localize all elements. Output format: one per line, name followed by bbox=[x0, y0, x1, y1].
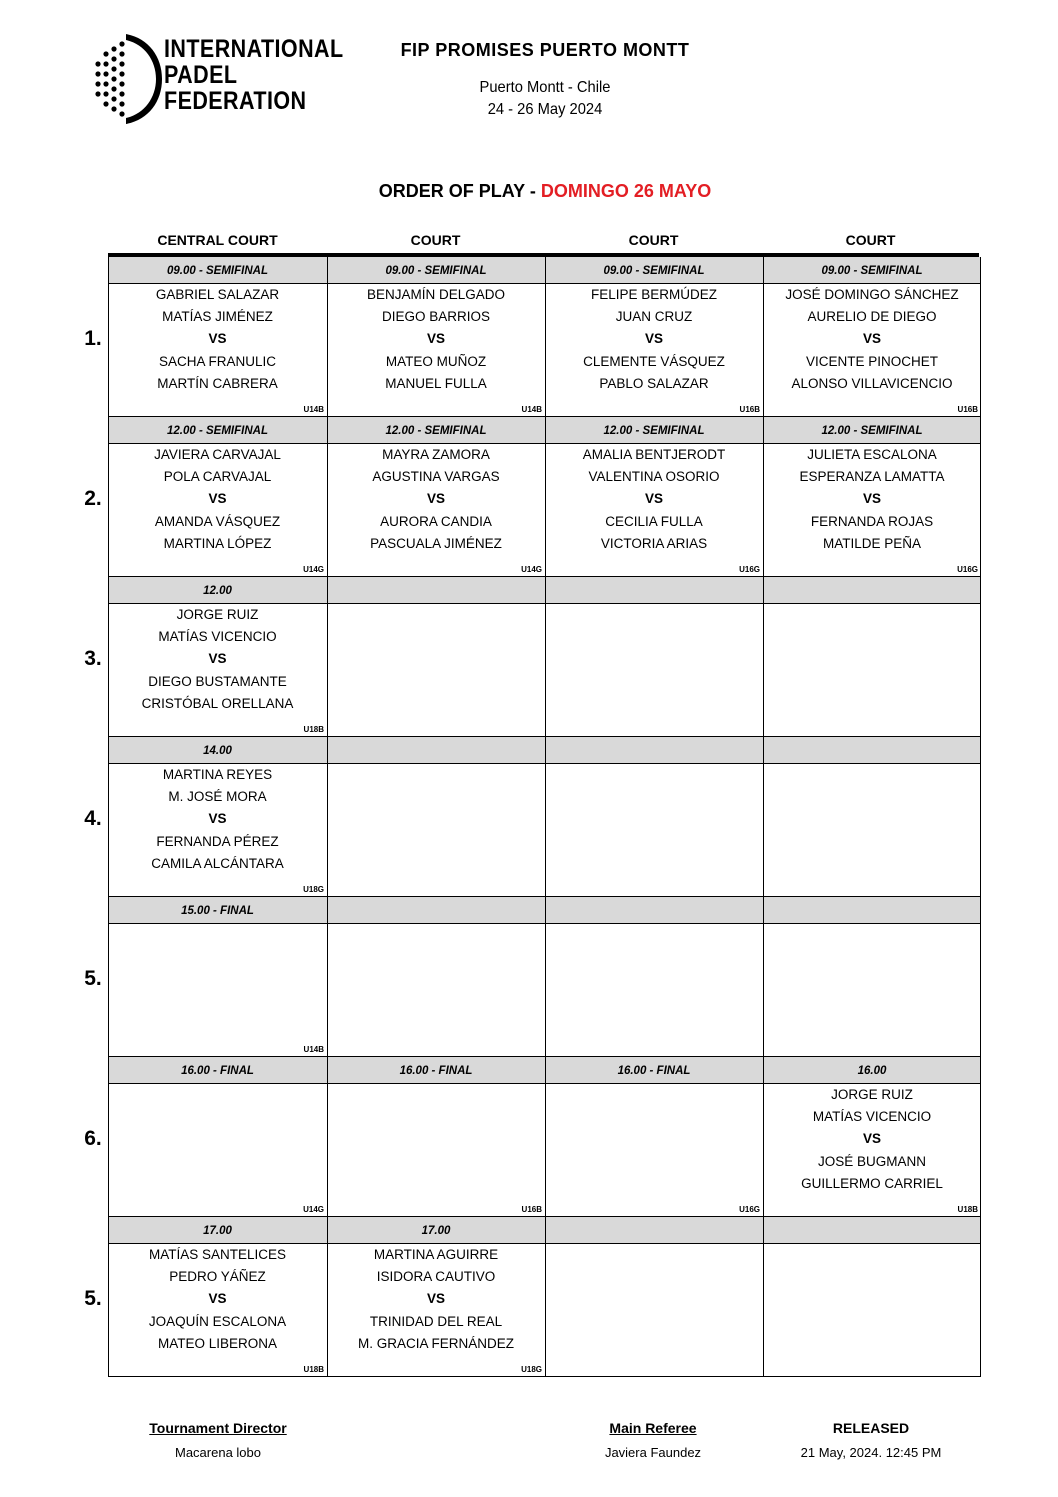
match-time bbox=[546, 1217, 762, 1244]
player-name: FERNANDA ROJAS bbox=[810, 513, 934, 529]
round-number: 4. bbox=[84, 807, 102, 830]
match-cell bbox=[545, 737, 762, 896]
match-cell bbox=[327, 1057, 544, 1216]
schedule-round bbox=[109, 896, 980, 1056]
tournament-director bbox=[118, 1420, 318, 1460]
player-name: TRINIDAD DEL REAL bbox=[369, 1313, 503, 1329]
oop-prefix: ORDER OF PLAY - bbox=[378, 181, 536, 201]
director-label: Tournament Director bbox=[149, 1420, 287, 1436]
player-name: AGUSTINA VARGAS bbox=[372, 469, 500, 485]
player-name: VALENTINA OSORIO bbox=[588, 469, 720, 485]
category-badge: U14G bbox=[303, 1205, 324, 1214]
player-name: CECILIA FULLA bbox=[605, 513, 703, 529]
player-name: DIEGO BUSTAMANTE bbox=[148, 673, 287, 689]
category-badge: U18B bbox=[303, 725, 324, 734]
logo-line: PADEL bbox=[164, 61, 238, 89]
player-name: M. GRACIA FERNÁNDEZ bbox=[357, 1335, 514, 1351]
match-cell bbox=[545, 897, 762, 1056]
match-players bbox=[328, 284, 544, 395]
player-name: GUILLERMO CARRIEL bbox=[801, 1175, 943, 1191]
match-players bbox=[546, 444, 762, 555]
match-cell bbox=[545, 1057, 762, 1216]
versus-label: VS bbox=[208, 811, 227, 827]
match-time: 09.00 - SEMIFINAL bbox=[385, 265, 487, 277]
oop-day: DOMINGO 26 MAYO bbox=[540, 181, 712, 201]
player-name: MARTINA LÓPEZ bbox=[163, 535, 272, 551]
category-badge: U16G bbox=[957, 565, 978, 574]
match-players bbox=[546, 284, 762, 395]
match-cell bbox=[109, 1057, 326, 1216]
player-name: JORGE RUIZ bbox=[176, 607, 259, 622]
category-badge: U16B bbox=[739, 405, 760, 414]
category-badge: U16B bbox=[521, 1205, 542, 1214]
match-time bbox=[546, 577, 762, 604]
match-players bbox=[328, 1244, 544, 1355]
player-name: PEDRO YÁÑEZ bbox=[169, 1269, 266, 1285]
match-time: 17.00 bbox=[421, 1225, 451, 1237]
round-number: 5. bbox=[84, 1287, 102, 1310]
category-badge: U16B bbox=[957, 405, 978, 414]
schedule-round bbox=[109, 257, 980, 416]
order-of-play-heading bbox=[240, 181, 850, 202]
match-players bbox=[109, 764, 326, 875]
match-cell bbox=[109, 897, 326, 1056]
match-cell bbox=[327, 1217, 544, 1376]
category-badge: U18G bbox=[303, 885, 324, 894]
tournament-dates: 24 - 26 May 2024 bbox=[487, 101, 603, 118]
referee-label: Main Referee bbox=[609, 1420, 697, 1436]
player-name: PASCUALA JIMÉNEZ bbox=[370, 535, 502, 551]
match-time: 12.00 - SEMIFINAL bbox=[821, 425, 923, 437]
match-time: 17.00 bbox=[203, 1225, 232, 1237]
category-badge: U16G bbox=[739, 565, 760, 574]
player-name: MANUEL FULLA bbox=[385, 375, 487, 391]
match-time bbox=[764, 737, 980, 764]
player-name: JOAQUÍN ESCALONA bbox=[148, 1313, 287, 1329]
versus-label: VS bbox=[862, 491, 881, 507]
versus-label: VS bbox=[644, 491, 663, 507]
player-name: CRISTÓBAL ORELLANA bbox=[141, 695, 294, 711]
court-header: COURT bbox=[845, 232, 896, 248]
player-name: BENJAMÍN DELGADO bbox=[366, 287, 506, 302]
player-name: AMALIA BENTJERODT bbox=[582, 447, 726, 462]
match-cell bbox=[109, 737, 326, 896]
match-time: 16.00 - FINAL bbox=[617, 1065, 691, 1077]
match-cell bbox=[327, 897, 544, 1056]
round-number: 5. bbox=[84, 967, 102, 990]
category-badge: U14B bbox=[521, 405, 542, 414]
match-time bbox=[546, 897, 762, 924]
category-badge: U18B bbox=[957, 1205, 978, 1214]
tournament-location: Puerto Montt - Chile bbox=[479, 79, 611, 96]
player-name: POLA CARVAJAL bbox=[163, 469, 272, 485]
court-header: COURT bbox=[628, 232, 679, 248]
match-cell bbox=[763, 737, 980, 896]
player-name: MATEO MUÑOZ bbox=[385, 353, 487, 369]
match-time: 09.00 - SEMIFINAL bbox=[167, 265, 268, 277]
match-players bbox=[764, 444, 980, 555]
match-cell bbox=[545, 417, 762, 576]
player-name: AMANDA VÁSQUEZ bbox=[154, 513, 281, 529]
match-time: 14.00 bbox=[203, 745, 232, 757]
match-players bbox=[109, 1244, 326, 1355]
schedule-round bbox=[109, 416, 980, 576]
player-name: FELIPE BERMÚDEZ bbox=[590, 287, 718, 302]
match-players bbox=[109, 284, 326, 395]
match-time: 15.00 - FINAL bbox=[181, 905, 254, 917]
match-players bbox=[109, 604, 326, 715]
category-badge: U18B bbox=[303, 1365, 324, 1374]
match-cell bbox=[545, 577, 762, 736]
match-time bbox=[764, 577, 980, 604]
category-badge: U14G bbox=[521, 565, 542, 574]
player-name: ISIDORA CAUTIVO bbox=[376, 1269, 496, 1285]
category-badge: U14G bbox=[303, 565, 324, 574]
versus-label: VS bbox=[644, 331, 663, 347]
player-name: MATÍAS JIMÉNEZ bbox=[162, 309, 273, 325]
match-cell bbox=[763, 257, 980, 416]
player-name: AURORA CANDIA bbox=[380, 513, 492, 529]
match-time: 12.00 bbox=[203, 585, 232, 597]
match-players bbox=[109, 444, 326, 555]
versus-label: VS bbox=[208, 1291, 227, 1307]
schedule-round bbox=[109, 1056, 980, 1216]
match-time: 16.00 - FINAL bbox=[399, 1065, 473, 1077]
match-time: 16.00 bbox=[857, 1065, 887, 1077]
player-name: JUAN CRUZ bbox=[615, 309, 693, 325]
versus-label: VS bbox=[862, 1131, 881, 1147]
player-name: MARTÍN CABRERA bbox=[157, 375, 278, 391]
versus-label: VS bbox=[208, 651, 227, 667]
released-label: RELEASED bbox=[832, 1420, 910, 1436]
player-name: FERNANDA PÉREZ bbox=[156, 833, 279, 849]
player-name: JULIETA ESCALONA bbox=[807, 447, 937, 462]
match-time bbox=[764, 1217, 980, 1244]
match-time: 16.00 - FINAL bbox=[181, 1065, 254, 1077]
schedule-grid bbox=[108, 257, 981, 1377]
released bbox=[771, 1420, 971, 1460]
player-name: CAMILA ALCÁNTARA bbox=[151, 855, 284, 871]
round-number: 2. bbox=[84, 487, 102, 510]
match-time bbox=[328, 737, 544, 764]
match-cell bbox=[327, 257, 544, 416]
match-time: 09.00 - SEMIFINAL bbox=[821, 265, 923, 277]
match-cell bbox=[763, 1057, 980, 1216]
player-name: MATÍAS SANTELICES bbox=[148, 1247, 287, 1262]
player-name: M. JOSÉ MORA bbox=[168, 789, 267, 805]
match-cell bbox=[545, 257, 762, 416]
player-name: DIEGO BARRIOS bbox=[381, 309, 491, 325]
padel-ball-icon bbox=[86, 32, 162, 126]
player-name: MATILDE PEÑA bbox=[822, 535, 922, 551]
match-time bbox=[328, 897, 544, 924]
logo-line: FEDERATION bbox=[164, 87, 307, 115]
match-cell bbox=[327, 737, 544, 896]
match-time: 09.00 - SEMIFINAL bbox=[603, 265, 705, 277]
court-header: COURT bbox=[410, 232, 461, 248]
match-time bbox=[546, 737, 762, 764]
tournament-title: FIP PROMISES PUERTO MONTT bbox=[400, 40, 690, 60]
match-cell bbox=[763, 417, 980, 576]
versus-label: VS bbox=[862, 331, 881, 347]
round-number: 3. bbox=[84, 647, 102, 670]
player-name: GABRIEL SALAZAR bbox=[155, 287, 280, 302]
match-cell bbox=[763, 897, 980, 1056]
match-time bbox=[764, 897, 980, 924]
round-number: 1. bbox=[84, 327, 102, 350]
player-name: VICENTE PINOCHET bbox=[805, 353, 938, 369]
match-time bbox=[328, 577, 544, 604]
match-cell bbox=[109, 417, 326, 576]
match-cell bbox=[763, 577, 980, 736]
match-players bbox=[764, 284, 980, 395]
fip-logo bbox=[86, 32, 344, 126]
schedule-round bbox=[109, 1216, 980, 1376]
versus-label: VS bbox=[208, 491, 227, 507]
category-badge: U14B bbox=[303, 1045, 324, 1054]
player-name: JORGE RUIZ bbox=[831, 1087, 913, 1102]
player-name: VICTORIA ARIAS bbox=[600, 535, 708, 551]
tournament-subtitle bbox=[356, 77, 733, 121]
released-value: 21 May, 2024. 12:45 PM bbox=[800, 1445, 942, 1460]
versus-label: VS bbox=[426, 1291, 445, 1307]
logo-line: INTERNATIONAL bbox=[164, 35, 344, 63]
player-name: JOSÉ DOMINGO SÁNCHEZ bbox=[785, 287, 959, 302]
versus-label: VS bbox=[426, 491, 445, 507]
match-cell bbox=[545, 1217, 762, 1376]
category-badge: U14B bbox=[303, 405, 324, 414]
referee-name: Javiera Faundez bbox=[604, 1445, 702, 1460]
player-name: PABLO SALAZAR bbox=[599, 375, 709, 391]
match-time: 12.00 - SEMIFINAL bbox=[167, 425, 268, 437]
match-cell bbox=[109, 577, 326, 736]
match-time: 12.00 - SEMIFINAL bbox=[385, 425, 487, 437]
player-name: MATEO LIBERONA bbox=[157, 1335, 278, 1351]
versus-label: VS bbox=[426, 331, 445, 347]
match-players bbox=[764, 1084, 980, 1195]
player-name: MARTINA AGUIRRE bbox=[373, 1247, 499, 1262]
player-name: SACHA FRANULIC bbox=[158, 353, 277, 369]
match-cell bbox=[109, 1217, 326, 1376]
player-name: JAVIERA CARVAJAL bbox=[154, 447, 281, 462]
player-name: MATÍAS VICENCIO bbox=[158, 629, 277, 645]
match-time: 12.00 - SEMIFINAL bbox=[603, 425, 705, 437]
category-badge: U18G bbox=[521, 1365, 542, 1374]
match-cell bbox=[763, 1217, 980, 1376]
player-name: MATÍAS VICENCIO bbox=[812, 1109, 932, 1125]
schedule-round bbox=[109, 736, 980, 896]
director-name: Macarena lobo bbox=[175, 1445, 261, 1460]
player-name: ESPERANZA LAMATTA bbox=[799, 469, 945, 485]
player-name: AURELIO DE DIEGO bbox=[807, 309, 937, 325]
round-number: 6. bbox=[84, 1127, 102, 1150]
schedule-round bbox=[109, 576, 980, 736]
category-badge: U16G bbox=[739, 1205, 760, 1214]
match-players bbox=[328, 444, 544, 555]
player-name: MAYRA ZAMORA bbox=[382, 447, 490, 462]
match-cell bbox=[109, 257, 326, 416]
match-cell bbox=[327, 417, 544, 576]
player-name: ALONSO VILLAVICENCIO bbox=[791, 375, 953, 391]
player-name: CLEMENTE VÁSQUEZ bbox=[583, 353, 725, 369]
player-name: JOSÉ BUGMANN bbox=[817, 1153, 926, 1169]
logo-wordmark bbox=[164, 36, 344, 114]
player-name: MARTINA REYES bbox=[162, 767, 273, 782]
match-cell bbox=[327, 577, 544, 736]
main-referee bbox=[573, 1420, 733, 1460]
court-header: CENTRAL COURT bbox=[157, 232, 278, 248]
versus-label: VS bbox=[208, 331, 227, 347]
